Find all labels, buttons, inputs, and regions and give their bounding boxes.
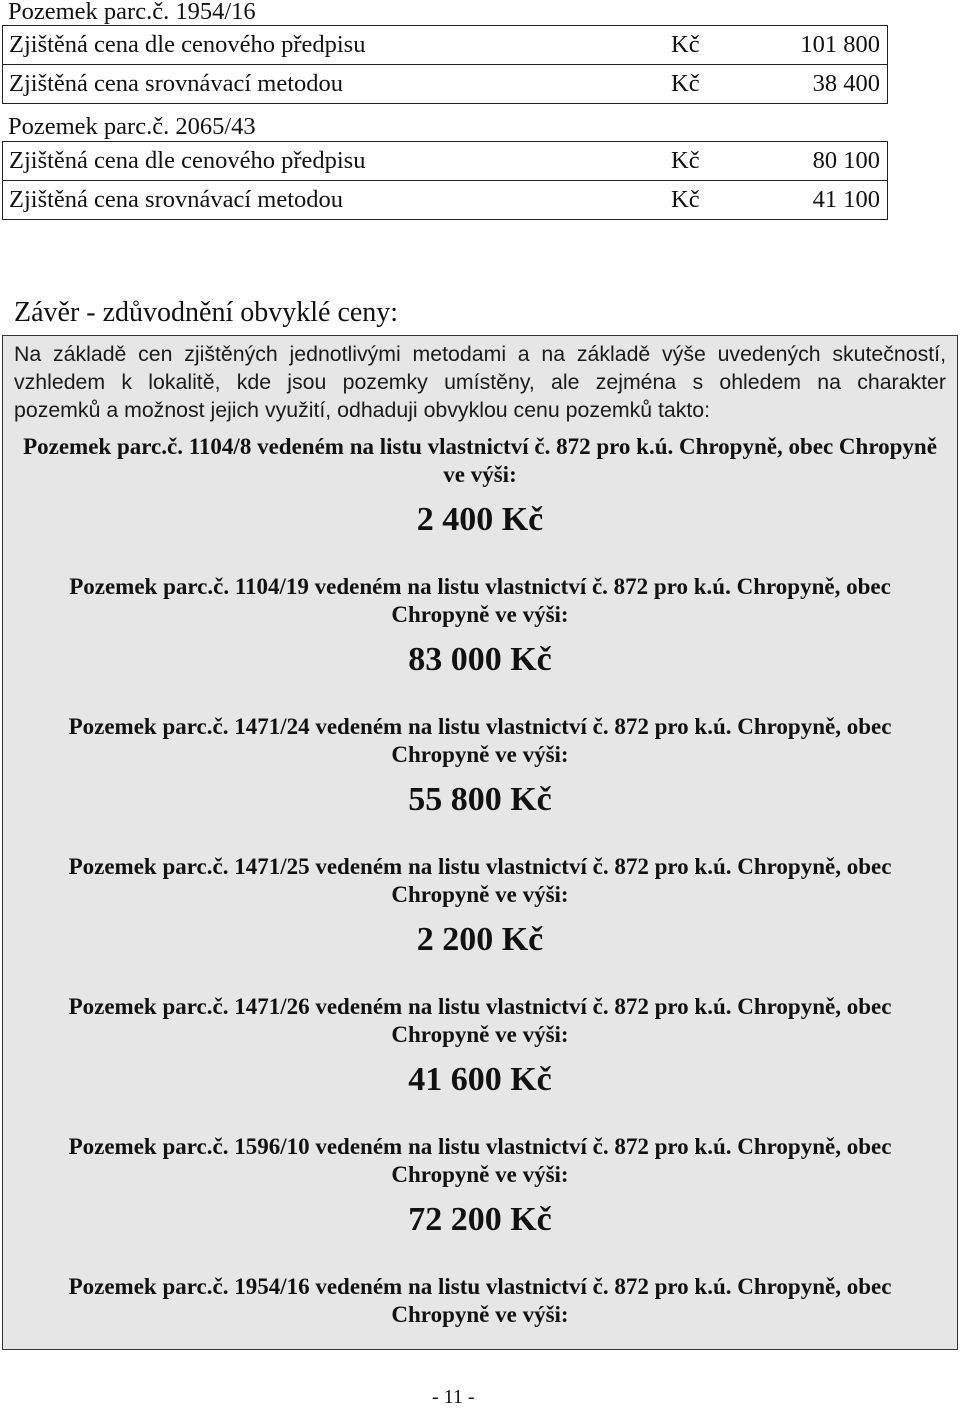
conclusion-paragraph [14, 340, 946, 424]
parcel-description-line: ve výši: [443, 462, 517, 487]
parcel-valuation [14, 1273, 946, 1350]
parcel-valuation [14, 573, 946, 713]
parcel-description-line: Pozemek parc.č. 1104/19 vedeném na listu vlastnictví č. 872 pro k.ú. Chropyně, obec [69, 574, 891, 599]
parcel-amount: 72 200 Kč [408, 1201, 552, 1238]
parcel-description-line: Pozemek parc.č. 1954/16 vedeném na listu vlastnictví č. 872 pro k.ú. Chropyně, obec [68, 1274, 892, 1299]
price-label: Zjištěná cena dle cenového předpisu [9, 147, 366, 174]
parcel-description-line: Chropyně ve výši: [391, 882, 569, 907]
paragraph-line: pozemků a možnost jejich využití, odhaduji obvyklou cenu pozemků takto: [14, 398, 711, 422]
parcel-description-line: Chropyně ve výši: [391, 1302, 569, 1327]
parcel-amount: 83 000 Kč [408, 641, 552, 678]
price-label: Zjištěná cena srovnávací metodou [9, 186, 344, 213]
parcel-description-line: Pozemek parc.č. 1471/26 vedeném na listu vlastnictví č. 872 pro k.ú. Chropyně, obec [68, 994, 892, 1019]
price-value: 38 400 [812, 70, 880, 97]
parcel-heading: Pozemek parc.č. 1954/16 [8, 0, 256, 25]
price-row [3, 142, 887, 180]
price-table [2, 141, 888, 220]
parcel-valuation-list [14, 433, 946, 1350]
parcel-valuation [14, 433, 946, 573]
price-value: 80 100 [812, 147, 880, 174]
parcel-heading: Pozemek parc.č. 2065/43 [8, 113, 256, 140]
paragraph-line: Na základě cen zjištěných jednotlivými metodami a na základě výše uvedených skutečností, [14, 342, 946, 366]
parcel-description-line: Chropyně ve výši: [391, 1162, 569, 1187]
parcel-description-line: Chropyně ve výši: [391, 1022, 569, 1047]
price-value: 41 100 [812, 186, 880, 213]
parcel-description-line: Chropyně ve výši: [391, 602, 569, 627]
price-row [3, 26, 887, 64]
price-label: Zjištěná cena srovnávací metodou [9, 70, 344, 97]
price-row [3, 180, 887, 219]
parcel-amount: 41 600 Kč [408, 1061, 552, 1098]
parcel-description-line: Pozemek parc.č. 1104/8 vedeném na listu vlastnictví č. 872 pro k.ú. Chropyně, obec Chropyně [23, 434, 937, 459]
parcel-description-line: Pozemek parc.č. 1471/24 vedeném na listu vlastnictví č. 872 pro k.ú. Chropyně, obec [68, 714, 892, 739]
price-table [2, 25, 888, 104]
currency-label: Kč [671, 31, 700, 58]
price-row [3, 64, 887, 103]
currency-label: Kč [671, 70, 700, 97]
parcel-valuation [14, 1133, 946, 1273]
parcel-description-line: Pozemek parc.č. 1596/10 vedeném na listu vlastnictví č. 872 pro k.ú. Chropyně, obec [68, 1134, 892, 1159]
parcel-amount: 55 800 Kč [408, 781, 552, 818]
parcel-valuation [14, 993, 946, 1133]
conclusion-heading: Závěr - zdůvodnění obvyklé ceny: [14, 297, 399, 328]
price-value: 101 800 [800, 31, 880, 58]
parcel-description-line: Chropyně ve výši: [391, 742, 569, 767]
parcel-amount: 2 400 Kč [416, 501, 544, 538]
parcel-valuation [14, 853, 946, 993]
currency-label: Kč [671, 186, 700, 213]
parcel-valuation [14, 713, 946, 853]
conclusion-box [2, 335, 958, 1350]
paragraph-line: vzhledem k lokalitě, kde jsou pozemky umístěny, ale zejména s ohledem na charakter [14, 370, 946, 394]
currency-label: Kč [671, 147, 700, 174]
parcel-description-line: Pozemek parc.č. 1471/25 vedeném na listu vlastnictví č. 872 pro k.ú. Chropyně, obec [68, 854, 892, 879]
price-label: Zjištěná cena dle cenového předpisu [9, 31, 366, 58]
page-number: - 11 - [432, 1386, 475, 1408]
parcel-amount: 2 200 Kč [416, 921, 544, 958]
